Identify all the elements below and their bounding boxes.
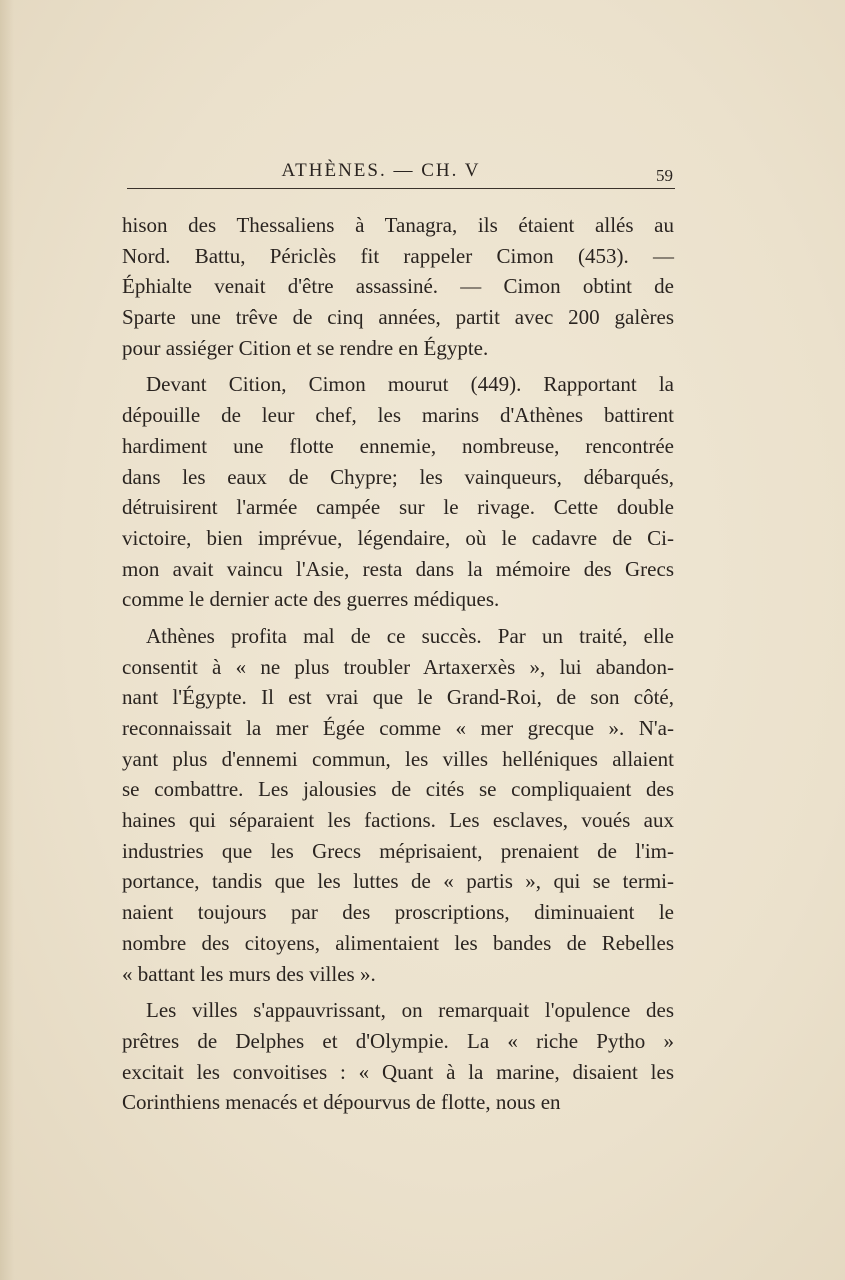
text-line: yant plus d'ennemi commun, les villes helléniques allaient [122,746,674,771]
text-line: victoire, bien imprévue, légendaire, où le cadavre de Ci- [122,525,674,550]
page-header [127,158,675,188]
text-line: se combattre. Les jalousies de cités se compliquaient des [122,777,674,802]
text-line: excitait les convoitises : « Quant à la marine, disaient les [122,1059,674,1084]
text-line: hison des Thessaliens à Tanagra, ils étaient allés au [122,213,674,237]
running-title: ATHÈNES. — CH. V [281,160,481,181]
text-line: « battant les murs des villes ». [122,961,376,986]
body-text [122,210,674,1118]
text-line: Corinthiens menacés et dépourvus de flotte, nous en [122,1090,561,1115]
text-line: naient toujours par des proscriptions, diminuaient le [122,900,674,925]
text-line: Les villes s'appauvrissant, on remarquait l'opulence des [146,998,674,1023]
text-line: Éphialte venait d'être assassiné. — Cimon obtint de [122,274,674,299]
text-line: Nord. Battu, Périclès fit rappeler Cimon (453). — [122,243,674,268]
paragraph [122,210,674,363]
text-line: Devant Cition, Cimon mourut (449). Rapportant la [146,372,674,397]
text-line: industries que les Grecs méprisaient, prenaient de l'im- [122,838,674,863]
page-gutter-shadow [0,0,14,1280]
text-line: pour assiéger Cition et se rendre en Égypte. [122,335,489,360]
text-line: reconnaissait la mer Égée comme « mer grecque ». N'a- [122,716,674,740]
text-line: détruisirent l'armée campée sur le rivage. Cette double [122,495,674,520]
text-line: consentit à « ne plus troubler Artaxerxès », lui abandon- [122,654,674,679]
text-line: Sparte une trêve de cinq années, partit avec 200 galères [122,305,674,330]
text-line: dépouille de leur chef, les marins d'Athènes battirent [122,403,674,428]
text-line: dans les eaux de Chypre; les vainqueurs, débarqués, [122,464,674,489]
text-line: hardiment une flotte ennemie, nombreuse, rencontrée [122,433,674,458]
text-line: portance, tandis que les luttes de « partis », qui se termi- [122,869,674,894]
text-line: comme le dernier acte des guerres médiques. [122,587,500,612]
page-number: 59 [656,166,673,185]
text-line: nombre des citoyens, alimentaient les bandes de Rebelles [122,930,674,955]
header-rule [127,188,675,189]
paragraph [122,369,674,615]
paragraph [122,621,674,989]
text-line: haines qui séparaient les factions. Les esclaves, voués aux [122,808,674,833]
paragraph [122,995,674,1118]
text-line: mon avait vaincu l'Asie, resta dans la mémoire des Grecs [122,556,674,581]
text-line: prêtres de Delphes et d'Olympie. La « riche Pytho » [122,1028,674,1053]
text-line: Athènes profita mal de ce succès. Par un traité, elle [146,623,674,648]
text-line: nant l'Égypte. Il est vrai que le Grand-Roi, de son côté, [122,685,674,710]
